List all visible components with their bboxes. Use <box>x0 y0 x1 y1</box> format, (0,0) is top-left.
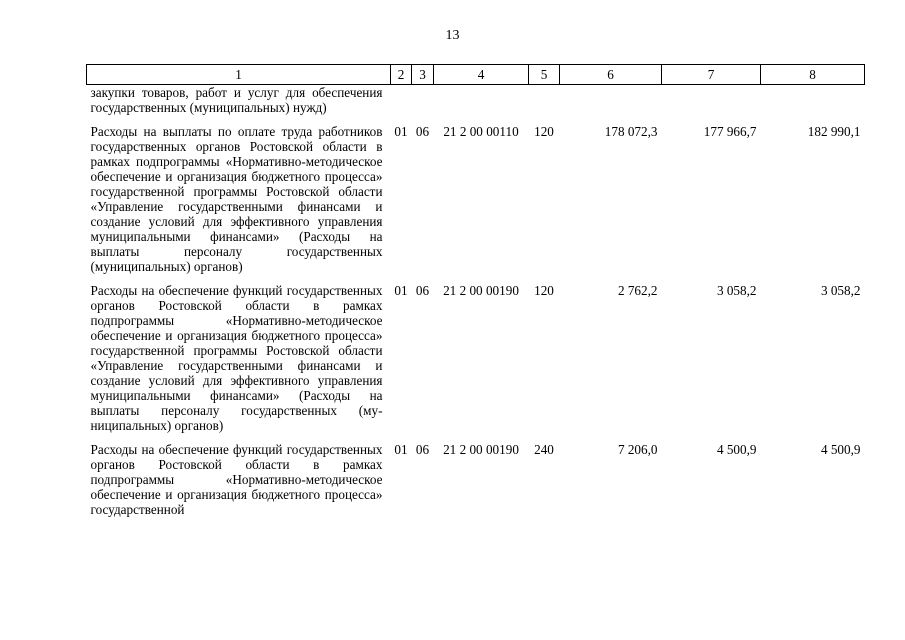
row-target-article <box>434 85 529 119</box>
column-header-6: 6 <box>560 65 662 85</box>
table-row <box>87 436 865 520</box>
table-row <box>87 277 865 436</box>
row-section-code: 01 <box>394 442 408 457</box>
column-header-5: 5 <box>529 65 560 85</box>
column-header-3: 3 <box>412 65 434 85</box>
row-target-article: 21 2 00 00190 <box>443 283 519 298</box>
column-header-7: 7 <box>662 65 761 85</box>
row-amount-col6: 7 206,0 <box>617 442 658 457</box>
row-section-code: 01 <box>394 124 408 139</box>
page-number: 13 <box>445 28 460 43</box>
row-section-code: 01 <box>394 283 408 298</box>
row-amount-col6: 178 072,3 <box>604 124 658 139</box>
row-expense-type <box>529 85 560 119</box>
row-amount-col7 <box>662 85 761 119</box>
column-header-2: 2 <box>391 65 412 85</box>
row-subsection-code <box>412 85 434 119</box>
row-amount-col7: 4 500,9 <box>716 442 757 457</box>
row-subsection-code: 06 <box>415 442 430 457</box>
budget-table <box>86 64 865 520</box>
table-row <box>87 85 865 119</box>
row-amount-col6 <box>560 85 662 119</box>
row-amount-col8: 3 058,2 <box>820 283 861 298</box>
row-amount-col8 <box>761 85 865 119</box>
row-expense-type: 120 <box>534 124 554 139</box>
table-header-row <box>87 65 865 85</box>
row-subsection-code: 06 <box>415 124 430 139</box>
row-description: закупки товаров, работ и услуг для обеспечения государственных (муниципальных) нужд) <box>90 85 383 115</box>
row-amount-col8: 4 500,9 <box>820 442 861 457</box>
row-expense-type: 240 <box>534 442 554 457</box>
row-amount-col7: 177 966,7 <box>703 124 757 139</box>
column-header-4: 4 <box>434 65 529 85</box>
row-amount-col7: 3 058,2 <box>716 283 757 298</box>
column-header-1: 1 <box>87 65 391 85</box>
row-target-article: 21 2 00 00190 <box>443 442 519 457</box>
row-amount-col6: 2 762,2 <box>617 283 658 298</box>
row-target-article: 21 2 00 00110 <box>443 124 519 139</box>
row-description: Расходы на обеспечение функций государственных органов Ростовской области в рамках подпрограммы «Нормативно-методическое обеспечение и организация бюджетного процесса» государственной <box>90 442 383 517</box>
table-row <box>87 118 865 277</box>
row-expense-type: 120 <box>534 283 554 298</box>
row-subsection-code: 06 <box>415 283 430 298</box>
row-description: Расходы на выплаты по оплате труда работников государственных органов Ростовской области в рамках подпрограммы «Нормативно-методическое обеспечение и организация бюджетного процесса» государственной программы Ростовской области «Управление государственными финансами и создание условий для эффективного управления муниципальными финансами» (Расходы на выплаты персоналу государственных (муниципальных) органов) <box>90 124 383 274</box>
column-header-8: 8 <box>761 65 865 85</box>
row-amount-col8: 182 990,1 <box>807 124 861 139</box>
row-section-code <box>391 85 412 119</box>
row-description: Расходы на обеспечение функций государственных органов Ростовской области в рамках подпрограммы «Нормативно-методическое обеспечение и организация бюджетного процесса» государственной программы Ростовской области «Управление государственными финансами и создание условий для эффективного управления муниципальными финансами» (Расходы на выплаты персоналу государственных (муниципальных) органов) <box>90 283 383 433</box>
